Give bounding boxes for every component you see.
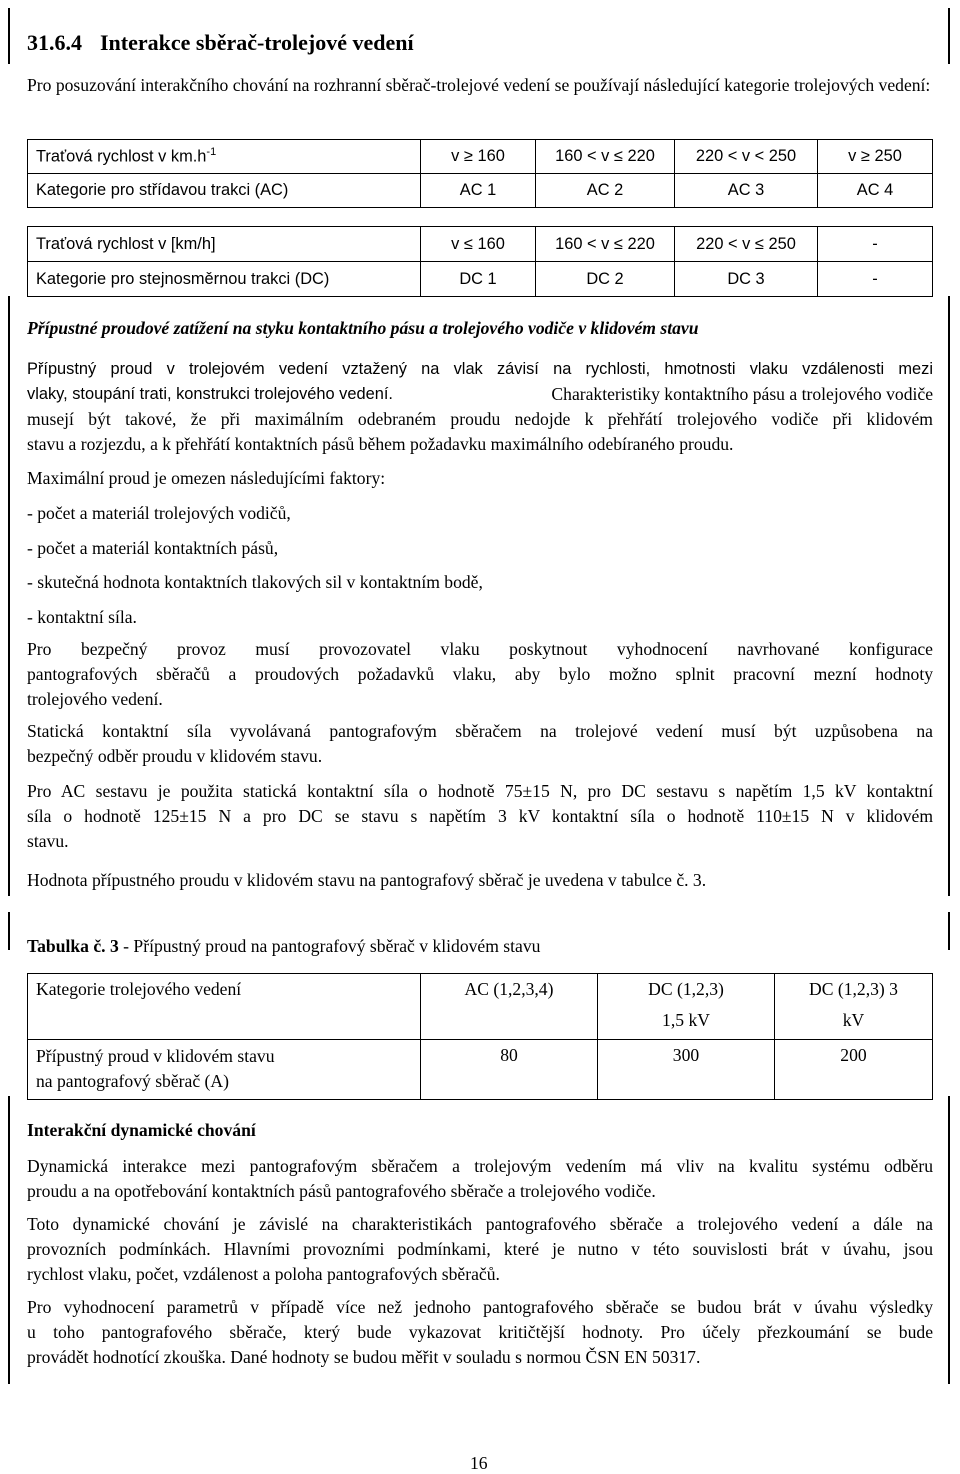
permissible-paragraph-4 xyxy=(27,779,933,854)
factor-item: - počet a materiál kontaktních pásů, xyxy=(27,538,279,558)
revision-bar xyxy=(8,912,10,950)
permissible-heading: Přípustné proudové zatížení na styku kontaktního pásu a trolejového vodiče v klidovém stavu xyxy=(27,318,699,338)
ac-category-table xyxy=(27,139,933,208)
text-line: stavu. xyxy=(27,831,69,851)
text-line: síla o hodnotě 125±15 N a pro DC se stavu s napětím 3 kV kontaktní síla o hodnotě 110±15 N v klidovém xyxy=(27,806,933,826)
table3-caption-label: Tabulka č. 3 xyxy=(27,936,119,956)
text-line: musejí být takové, že při maximálním odebraném proudu nedojde k přehřátí trolejového vodiče při klidovém xyxy=(27,409,933,429)
table3-header-line: AC (1,2,3,4) xyxy=(464,979,554,999)
text-line: Pro vyhodnocení parametrů v případě více než jednoho pantografového sběrače se budou brát v úvahu výsledky xyxy=(27,1297,933,1317)
revision-bar xyxy=(8,8,10,64)
ac-category-value: AC 3 xyxy=(675,174,818,208)
table3-row-label-line: Přípustný proud v klidovém stavu xyxy=(36,1046,275,1066)
table3-header-line: DC (1,2,3) 3 xyxy=(809,979,898,999)
table3-header-line: 1,5 kV xyxy=(662,1010,710,1030)
table3-row-label-line: na pantografový sběrač (A) xyxy=(36,1071,229,1091)
text-line: vlaky, stoupání trati, konstrukci trolejového vedení. xyxy=(27,385,393,403)
text-line: Pro AC sestavu je použita statická kontaktní síla o hodnotě 75±15 N, pro DC sestavu s napětím 1,5 kV kontaktní xyxy=(27,781,933,801)
ac-category-value: AC 4 xyxy=(818,174,933,208)
permissible-paragraph-3 xyxy=(27,719,933,769)
text-line: Dynamická interakce mezi pantografovým sběračem a trolejovým vedením má vliv na kvalitu systému odběru xyxy=(27,1156,933,1176)
ac-speed-value: 160 < v ≤ 220 xyxy=(536,140,675,174)
table3-row-label xyxy=(28,1040,421,1100)
revision-bar xyxy=(8,1096,10,1384)
ac-speed-value: 220 < v < 250 xyxy=(675,140,818,174)
page-number: 16 xyxy=(470,1453,488,1473)
text-line: rychlost vlaku, počet, vzdálenost a poloha pantografových sběračů. xyxy=(27,1264,500,1284)
table3-header-cell xyxy=(421,974,598,1040)
intro-paragraph: Pro posuzování interakčního chování na rozhranní sběrač-trolejové vedení se používají následující kategorie trolejových vedení: xyxy=(27,75,931,95)
text-line: stavu a rozjezdu, a k přehřátí kontaktních pásů během požadavku maximálního odebíraného proudu. xyxy=(27,434,734,454)
dynamic-paragraph-2 xyxy=(27,1212,933,1287)
dc-speed-value: 220 < v ≤ 250 xyxy=(675,227,818,262)
dc-speed-value: 160 < v ≤ 220 xyxy=(536,227,675,262)
dc-category-value: DC 2 xyxy=(536,262,675,297)
table3-value: 200 xyxy=(775,1040,933,1100)
section-number: 31.6.4 xyxy=(27,30,82,55)
dc-speed-value: - xyxy=(818,227,933,262)
revision-bar xyxy=(948,296,950,896)
text-line: Charakteristiky kontaktního pásu a trolejového vodiče xyxy=(551,384,933,404)
table3-header-label: Kategorie trolejového vedení xyxy=(28,974,421,1040)
factor-item: - kontaktní síla. xyxy=(27,607,137,627)
permissible-paragraph-1b xyxy=(27,407,933,457)
text-line: provádět hodnotící zkouška. Dané hodnoty se budou měřit v souladu s normou ČSN EN 50317. xyxy=(27,1347,701,1367)
revision-bar xyxy=(8,296,10,896)
text-line: trolejového vedení. xyxy=(27,689,163,709)
dynamic-paragraph-3 xyxy=(27,1295,933,1370)
factors-intro: Maximální proud je omezen následujícími faktory: xyxy=(27,468,386,488)
permissible-paragraph-5: Hodnota přípustného proudu v klidovém stavu na pantografový sběrač je uvedena v tabulce č. 3. xyxy=(27,870,707,890)
text-line: Toto dynamické chování je závislé na charakteristikách pantografového sběrače a trolejového vedení a dále na xyxy=(27,1214,933,1234)
table3-header-line: DC (1,2,3) xyxy=(648,979,724,999)
table3-caption-text: - Přípustný proud na pantografový sběrač v klidovém stavu xyxy=(118,936,541,956)
section-heading xyxy=(27,30,414,56)
dc-speed-label: Traťová rychlost v [km/h] xyxy=(28,227,421,262)
dc-speed-value: v ≤ 160 xyxy=(421,227,536,262)
factor-item: - počet a materiál trolejových vodičů, xyxy=(27,503,291,523)
dynamic-paragraph-1 xyxy=(27,1154,933,1204)
permissible-current-table xyxy=(27,973,933,1100)
dc-category-value: DC 1 xyxy=(421,262,536,297)
ac-speed-label: Traťová rychlost v $km.h^{-1}$ xyxy=(28,140,421,174)
dynamic-heading: Interakční dynamické chování xyxy=(27,1120,256,1140)
table3-caption xyxy=(27,936,540,957)
text-line: pantografových sběračů a proudových požadavků vlaku, aby bylo možno splnit pracovní mezní hodnoty xyxy=(27,664,933,684)
factor-item: - skutečná hodnota kontaktních tlakových sil v kontaktním bodě, xyxy=(27,572,483,592)
ac-category-value: AC 2 xyxy=(536,174,675,208)
table3-header-line: kV xyxy=(842,1010,865,1030)
ac-category-label: Kategorie pro střídavou trakci (AC) xyxy=(28,174,421,208)
text-line: provozních podmínkách. Hlavními provozními podmínkami, které je nutno v této souvislosti brát v úvahu, jsou xyxy=(27,1239,933,1259)
permissible-paragraph-1 xyxy=(27,357,933,407)
table3-value: 80 xyxy=(421,1040,598,1100)
permissible-paragraph-2 xyxy=(27,637,933,712)
text-line: Statická kontaktní síla vyvolávaná pantografovým sběračem na trolejové vedení musí být uzpůsobena na xyxy=(27,721,933,741)
ac-category-value: AC 1 xyxy=(421,174,536,208)
table3-header-cell xyxy=(775,974,933,1040)
dc-category-table xyxy=(27,226,933,297)
table3-header-cell xyxy=(598,974,775,1040)
revision-bar xyxy=(948,1096,950,1384)
ac-speed-value: v ≥ 160 xyxy=(421,140,536,174)
table3-value: 300 xyxy=(598,1040,775,1100)
text-line: Pro bezpečný provoz musí provozovatel vlaku poskytnout vyhodnocení navrhované konfigurace xyxy=(27,639,933,659)
section-title: Interakce sběrač-trolejové vedení xyxy=(100,30,414,55)
text-line: bezpečný odběr proudu v klidovém stavu. xyxy=(27,746,323,766)
dc-category-label: Kategorie pro stejnosměrnou trakci (DC) xyxy=(28,262,421,297)
ac-speed-value: v ≥ 250 xyxy=(818,140,933,174)
dc-category-value: DC 3 xyxy=(675,262,818,297)
dc-category-value: - xyxy=(818,262,933,297)
revision-bar xyxy=(948,912,950,950)
revision-bar xyxy=(948,8,950,64)
text-line: proudu a na opotřebování kontaktních pásů pantografového sběrače a trolejového vodiče. xyxy=(27,1181,656,1201)
text-line: Přípustný proud v trolejovém vedení vztažený na vlak závisí na rychlosti, hmotnosti vlaku vzdálenosti mezi xyxy=(27,360,933,378)
text-line: u toho pantografového sběrače, který bude vykazovat kritičtější hodnoty. Pro účely přezkoumání se bude xyxy=(27,1322,933,1342)
